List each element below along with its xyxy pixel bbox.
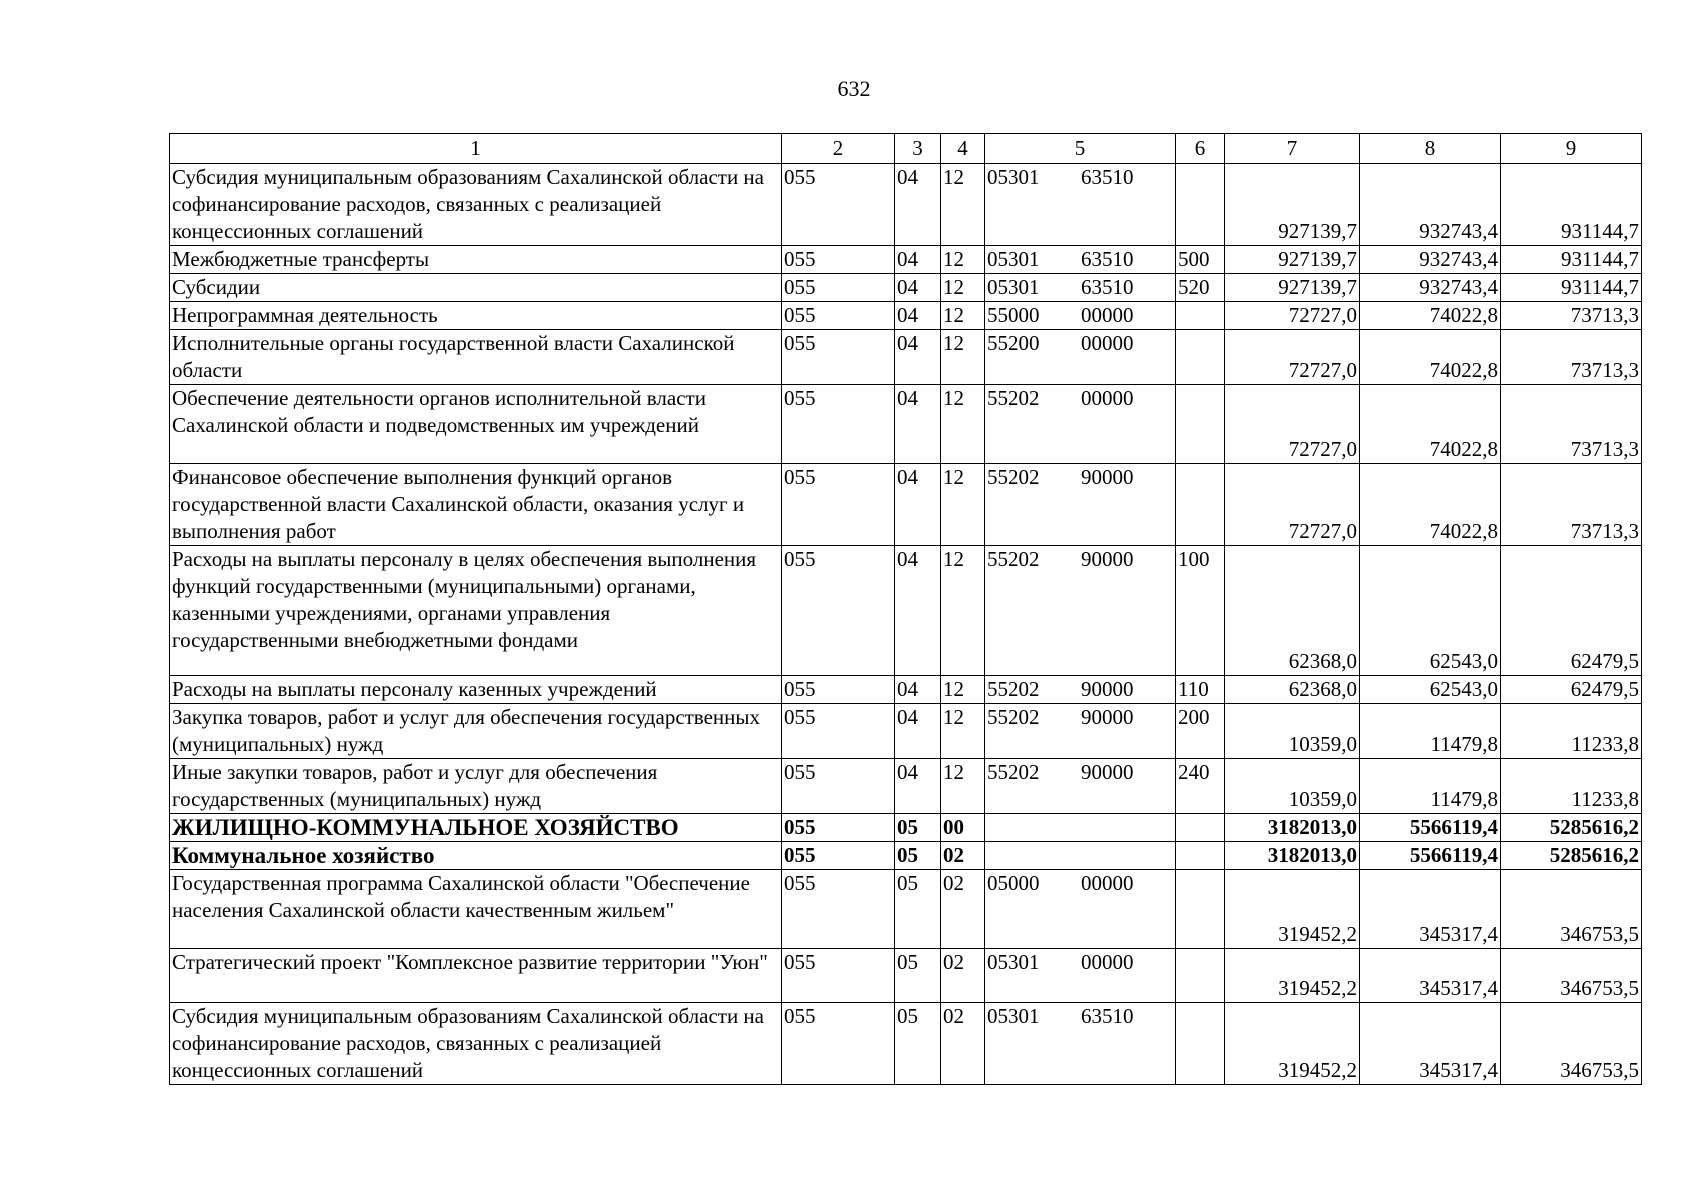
row-code-6-cell: [1176, 842, 1225, 870]
row-code-6-cell: 100: [1176, 546, 1225, 676]
row-value-9-cell: 73713,3: [1501, 330, 1642, 385]
row-code-5b: 00000: [1081, 331, 1134, 355]
row-code-3-cell: 05: [895, 949, 941, 1003]
row-code-3-cell: 04: [895, 302, 941, 330]
row-code-6-cell: [1176, 464, 1225, 546]
row-code-4-cell: 12: [941, 546, 985, 676]
row-value-7-cell: 62368,0: [1225, 546, 1360, 676]
budget-table: [169, 133, 1642, 1085]
table-row: [170, 676, 1642, 704]
table-row: [170, 385, 1642, 464]
table-row: [170, 274, 1642, 302]
row-code-6-cell: [1176, 302, 1225, 330]
row-code-5-cell: [985, 546, 1176, 676]
table-row: [170, 330, 1642, 385]
header-cell-6: 6: [1176, 134, 1225, 164]
row-code-2-cell: 055: [782, 302, 895, 330]
row-code-3-cell: 05: [895, 842, 941, 870]
row-code-5-cell: [985, 1003, 1176, 1085]
row-value-7-cell: 72727,0: [1225, 385, 1360, 464]
row-value-7-cell: 3182013,0: [1225, 814, 1360, 842]
row-value-9-cell: 73713,3: [1501, 385, 1642, 464]
row-value-9-cell: 346753,5: [1501, 870, 1642, 949]
table-row: [170, 546, 1642, 676]
row-value-8-cell: 932743,4: [1360, 274, 1501, 302]
row-value-8-cell: 5566119,4: [1360, 842, 1501, 870]
row-code-3-cell: 04: [895, 704, 941, 759]
table-row: [170, 759, 1642, 814]
row-value-8-cell: 74022,8: [1360, 464, 1501, 546]
row-value-8-cell: 932743,4: [1360, 164, 1501, 246]
row-code-2-cell: 055: [782, 246, 895, 274]
row-name-cell: Непрограммная деятельность: [170, 302, 782, 330]
row-code-5b: 63510: [1081, 165, 1134, 189]
row-value-9-cell: 11233,8: [1501, 759, 1642, 814]
row-code-3-cell: 05: [895, 870, 941, 949]
row-value-7-cell: 927139,7: [1225, 164, 1360, 246]
row-value-7-cell: 10359,0: [1225, 759, 1360, 814]
row-value-8-cell: 62543,0: [1360, 676, 1501, 704]
row-name-cell: Стратегический проект "Комплексное развитие территории "Уюн": [170, 949, 782, 1003]
row-code-4-cell: 02: [941, 870, 985, 949]
row-code-3-cell: 04: [895, 246, 941, 274]
table-body: [170, 164, 1642, 1085]
row-code-6-cell: 500: [1176, 246, 1225, 274]
row-code-5a: 05301: [987, 275, 1040, 299]
row-code-3-cell: 04: [895, 274, 941, 302]
row-code-5a: 05000: [987, 871, 1040, 895]
row-code-5b: 63510: [1081, 247, 1134, 271]
row-code-5-cell: [985, 676, 1176, 704]
row-code-6-cell: 110: [1176, 676, 1225, 704]
page-number: 632: [837, 76, 871, 101]
row-code-5-cell: [985, 246, 1176, 274]
row-code-2-cell: 055: [782, 676, 895, 704]
row-value-8-cell: 345317,4: [1360, 949, 1501, 1003]
row-code-4-cell: 12: [941, 302, 985, 330]
row-code-5-cell: [985, 274, 1176, 302]
row-code-5a: 55202: [987, 760, 1040, 784]
row-name-cell: Иные закупки товаров, работ и услуг для обеспечения государственных (муниципальных) нужд: [170, 759, 782, 814]
row-code-4-cell: 12: [941, 464, 985, 546]
row-value-7-cell: 319452,2: [1225, 870, 1360, 949]
row-code-4-cell: 12: [941, 676, 985, 704]
row-value-8-cell: 74022,8: [1360, 385, 1501, 464]
row-value-7-cell: 72727,0: [1225, 330, 1360, 385]
row-code-6-cell: [1176, 330, 1225, 385]
row-code-5-cell: [985, 814, 1176, 842]
header-cell-4: 4: [941, 134, 985, 164]
row-value-9-cell: 931144,7: [1501, 246, 1642, 274]
header-cell-7: 7: [1225, 134, 1360, 164]
row-code-4-cell: 12: [941, 330, 985, 385]
row-value-7-cell: 927139,7: [1225, 246, 1360, 274]
table-row: [170, 814, 1642, 842]
row-code-5b: 00000: [1081, 303, 1134, 327]
row-code-5-cell: [985, 870, 1176, 949]
row-value-9-cell: 931144,7: [1501, 164, 1642, 246]
row-code-5b: 00000: [1081, 871, 1134, 895]
row-value-8-cell: 74022,8: [1360, 302, 1501, 330]
row-code-5a: 55202: [987, 547, 1040, 571]
table-row: [170, 704, 1642, 759]
row-code-2-cell: 055: [782, 464, 895, 546]
row-name-cell: Расходы на выплаты персоналу казенных учреждений: [170, 676, 782, 704]
row-name-cell: ЖИЛИЩНО-КОММУНАЛЬНОЕ ХОЗЯЙСТВО: [170, 814, 782, 842]
row-code-2-cell: 055: [782, 1003, 895, 1085]
header-cell-3: 3: [895, 134, 941, 164]
row-code-2-cell: 055: [782, 759, 895, 814]
table-row: [170, 870, 1642, 949]
row-value-7-cell: 72727,0: [1225, 302, 1360, 330]
row-code-4-cell: 12: [941, 759, 985, 814]
row-code-5b: 90000: [1081, 760, 1134, 784]
header-cell-9: 9: [1501, 134, 1642, 164]
table-row: [170, 949, 1642, 1003]
row-name-cell: Расходы на выплаты персоналу в целях обеспечения выполнения функций государственными (муниципальными) органами, казенными учреждениями, органами управления государственными внебюджетными фондами: [170, 546, 782, 676]
row-code-5-cell: [985, 464, 1176, 546]
row-code-2-cell: 055: [782, 164, 895, 246]
row-value-8-cell: 5566119,4: [1360, 814, 1501, 842]
table-row: [170, 842, 1642, 870]
row-code-3-cell: 04: [895, 164, 941, 246]
row-code-2-cell: 055: [782, 704, 895, 759]
row-value-8-cell: 345317,4: [1360, 1003, 1501, 1085]
row-code-6-cell: [1176, 949, 1225, 1003]
row-value-7-cell: 72727,0: [1225, 464, 1360, 546]
row-code-3-cell: 04: [895, 546, 941, 676]
row-value-7-cell: 62368,0: [1225, 676, 1360, 704]
row-code-6-cell: [1176, 1003, 1225, 1085]
row-name-cell: Финансовое обеспечение выполнения функций органов государственной власти Сахалинской области, оказания услуг и выполнения работ: [170, 464, 782, 546]
row-code-4-cell: 12: [941, 385, 985, 464]
row-code-5b: 63510: [1081, 1004, 1134, 1028]
row-code-4-cell: 02: [941, 842, 985, 870]
row-code-5-cell: [985, 385, 1176, 464]
row-value-8-cell: 11479,8: [1360, 759, 1501, 814]
row-code-5a: 05301: [987, 1004, 1040, 1028]
row-value-9-cell: 11233,8: [1501, 704, 1642, 759]
table-row: [170, 246, 1642, 274]
row-value-9-cell: 931144,7: [1501, 274, 1642, 302]
header-cell-2: 2: [782, 134, 895, 164]
row-code-3-cell: 04: [895, 759, 941, 814]
row-value-7-cell: 319452,2: [1225, 949, 1360, 1003]
row-name-cell: Исполнительные органы государственной власти Сахалинской области: [170, 330, 782, 385]
row-code-4-cell: 12: [941, 274, 985, 302]
row-value-7-cell: 10359,0: [1225, 704, 1360, 759]
row-code-2-cell: 055: [782, 274, 895, 302]
header-row: [170, 134, 1642, 164]
row-code-2-cell: 055: [782, 949, 895, 1003]
row-value-7-cell: 3182013,0: [1225, 842, 1360, 870]
row-name-cell: Обеспечение деятельности органов исполнительной власти Сахалинской области и подведомственных им учреждений: [170, 385, 782, 464]
table-row: [170, 302, 1642, 330]
row-code-5-cell: [985, 330, 1176, 385]
row-code-6-cell: 520: [1176, 274, 1225, 302]
row-value-9-cell: 5285616,2: [1501, 814, 1642, 842]
row-code-5b: 90000: [1081, 705, 1134, 729]
row-code-5-cell: [985, 704, 1176, 759]
row-code-5-cell: [985, 842, 1176, 870]
row-name-cell: Государственная программа Сахалинской области "Обеспечение населения Сахалинской области качественным жильем": [170, 870, 782, 949]
row-code-5a: 05301: [987, 950, 1040, 974]
row-code-5b: 00000: [1081, 386, 1134, 410]
row-value-8-cell: 345317,4: [1360, 870, 1501, 949]
row-value-9-cell: 346753,5: [1501, 1003, 1642, 1085]
row-name-cell: Субсидия муниципальным образованиям Сахалинской области на софинансирование расходов, связанных с реализацией концессионных соглашений: [170, 1003, 782, 1085]
row-value-8-cell: 932743,4: [1360, 246, 1501, 274]
row-name-cell: Субсидии: [170, 274, 782, 302]
row-value-7-cell: 319452,2: [1225, 1003, 1360, 1085]
row-code-5b: 00000: [1081, 950, 1134, 974]
row-code-6-cell: [1176, 814, 1225, 842]
row-code-2-cell: 055: [782, 814, 895, 842]
row-value-9-cell: 62479,5: [1501, 546, 1642, 676]
row-code-2-cell: 055: [782, 385, 895, 464]
row-value-9-cell: 73713,3: [1501, 464, 1642, 546]
row-code-2-cell: 055: [782, 546, 895, 676]
row-code-5b: 90000: [1081, 547, 1134, 571]
row-value-9-cell: 346753,5: [1501, 949, 1642, 1003]
row-code-3-cell: 04: [895, 464, 941, 546]
row-code-5a: 55202: [987, 705, 1040, 729]
row-code-5b: 90000: [1081, 677, 1134, 701]
row-code-5-cell: [985, 302, 1176, 330]
row-code-6-cell: [1176, 870, 1225, 949]
row-code-4-cell: 12: [941, 164, 985, 246]
row-code-3-cell: 05: [895, 814, 941, 842]
row-value-9-cell: 62479,5: [1501, 676, 1642, 704]
row-name-cell: Коммунальное хозяйство: [170, 842, 782, 870]
header-cell-5: 5: [985, 134, 1176, 164]
row-value-8-cell: 11479,8: [1360, 704, 1501, 759]
row-value-9-cell: 73713,3: [1501, 302, 1642, 330]
table-row: [170, 464, 1642, 546]
row-code-5b: 63510: [1081, 275, 1134, 299]
row-code-2-cell: 055: [782, 330, 895, 385]
row-code-5b: 90000: [1081, 465, 1134, 489]
row-code-4-cell: 02: [941, 949, 985, 1003]
row-code-5a: 55202: [987, 386, 1040, 410]
row-code-3-cell: 04: [895, 385, 941, 464]
row-code-4-cell: 00: [941, 814, 985, 842]
table-row: [170, 164, 1642, 246]
row-code-5-cell: [985, 164, 1176, 246]
row-code-6-cell: 240: [1176, 759, 1225, 814]
row-code-4-cell: 12: [941, 704, 985, 759]
row-code-4-cell: 02: [941, 1003, 985, 1085]
row-name-cell: Субсидия муниципальным образованиям Сахалинской области на софинансирование расходов, связанных с реализацией концессионных соглашений: [170, 164, 782, 246]
row-code-4-cell: 12: [941, 246, 985, 274]
row-name-cell: Межбюджетные трансферты: [170, 246, 782, 274]
header-cell-8: 8: [1360, 134, 1501, 164]
row-code-6-cell: 200: [1176, 704, 1225, 759]
row-code-3-cell: 05: [895, 1003, 941, 1085]
row-code-3-cell: 04: [895, 676, 941, 704]
row-name-cell: Закупка товаров, работ и услуг для обеспечения государственных (муниципальных) нужд: [170, 704, 782, 759]
row-value-7-cell: 927139,7: [1225, 274, 1360, 302]
row-code-5a: 55202: [987, 677, 1040, 701]
table-row: [170, 1003, 1642, 1085]
row-value-8-cell: 62543,0: [1360, 546, 1501, 676]
row-code-3-cell: 04: [895, 330, 941, 385]
row-code-6-cell: [1176, 164, 1225, 246]
row-code-2-cell: 055: [782, 870, 895, 949]
row-code-5-cell: [985, 759, 1176, 814]
row-code-5a: 55200: [987, 331, 1040, 355]
header-cell-1: 1: [170, 134, 782, 164]
row-code-5a: 05301: [987, 247, 1040, 271]
row-code-6-cell: [1176, 385, 1225, 464]
row-code-2-cell: 055: [782, 842, 895, 870]
row-code-5a: 55202: [987, 465, 1040, 489]
row-code-5-cell: [985, 949, 1176, 1003]
row-value-9-cell: 5285616,2: [1501, 842, 1642, 870]
row-code-5a: 05301: [987, 165, 1040, 189]
row-value-8-cell: 74022,8: [1360, 330, 1501, 385]
row-code-5a: 55000: [987, 303, 1040, 327]
